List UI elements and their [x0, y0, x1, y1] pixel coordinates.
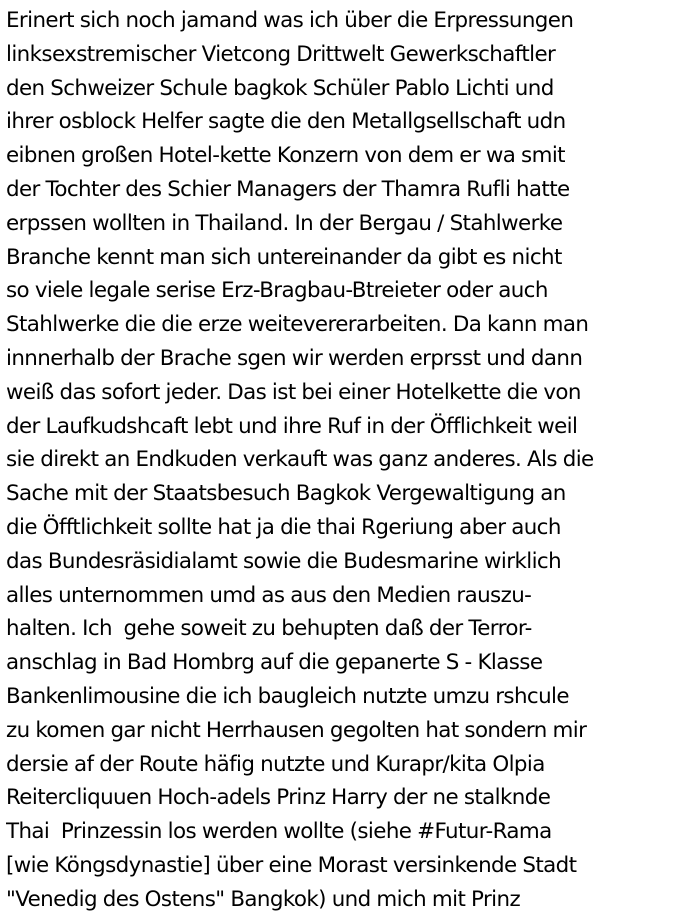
- text-line-7: erpssen wollten in Thailand. In der Bergau / Stahlwerke: [6, 210, 563, 236]
- text-line-21: Bankenlimousine die ich baugleich nutzte umzu rshcule: [6, 683, 569, 709]
- text-line-25: Thai Prinzessin los werden wollte (siehe #Futur-Rama: [6, 819, 552, 845]
- text-line-17: das Bundesräsidialamt sowie die Budesmarine wirklich: [6, 548, 562, 574]
- text-line-20: anschlag in Bad Hombrg auf die gepanerte S - Klasse: [6, 650, 543, 676]
- document-page: [6, 4, 682, 918]
- text-line-27: "Venedig des Ostens" Bangkok) und mich mit Prinz: [6, 886, 521, 912]
- text-line-14: sie direkt an Endkuden verkauft was ganz anderes. Als die: [6, 447, 594, 473]
- text-line-22: zu komen gar nicht Herrhausen gegolten hat sondern mir: [6, 717, 587, 743]
- text-line-18: alles unternommen umd as aus den Medien rauszu-: [6, 582, 532, 608]
- text-line-11: innnerhalb der Brache sgen wir werden erprsst und dann: [6, 345, 583, 371]
- text-line-9: so viele legale serise Erz-Bragbau-Btreieter oder auch: [6, 278, 548, 304]
- text-line-26: [wie Köngsdynastie] über eine Morast versinkende Stadt: [6, 852, 577, 878]
- text-line-3: den Schweizer Schule bagkok Schüler Pablo Lichti und: [6, 75, 554, 101]
- text-line-13: der Laufkudshcaft lebt und ihre Ruf in der Öfflichkeit weil: [6, 413, 578, 439]
- text-line-12: weiß das sofort jeder. Das ist bei einer Hotelkette die von: [6, 379, 581, 405]
- text-line-19: halten. Ich gehe soweit zu behupten daß der Terror-: [6, 616, 532, 642]
- text-line-6: der Tochter des Schier Managers der Thamra Rufli hatte: [6, 176, 570, 202]
- text-line-23: dersie af der Route häfig nutzte und Kurapr/kita Olpia: [6, 751, 545, 777]
- text-line-8: Branche kennt man sich untereinander da gibt es nicht: [6, 244, 562, 270]
- text-line-2: linksexstremischer Vietcong Drittwelt Gewerkschaftler: [6, 41, 556, 67]
- text-line-15: Sache mit der Staatsbesuch Bagkok Vergewaltigung an: [6, 481, 566, 507]
- text-line-10: Stahlwerke die die erze weitevererarbeiten. Da kann man: [6, 312, 589, 338]
- text-line-16: die Öfftlichkeit sollte hat ja die thai Rgeriung aber auch: [6, 514, 561, 540]
- text-line-5: eibnen großen Hotel-kette Konzern von dem er wa smit: [6, 143, 565, 169]
- text-line-24: Reitercliquuen Hoch-adels Prinz Harry der ne stalknde: [6, 785, 551, 811]
- text-line-1: Erinert sich noch jamand was ich über die Erpressungen: [6, 8, 574, 33]
- text-line-4: ihrer osblock Helfer sagte die den Metallgsellschaft udn: [6, 109, 566, 135]
